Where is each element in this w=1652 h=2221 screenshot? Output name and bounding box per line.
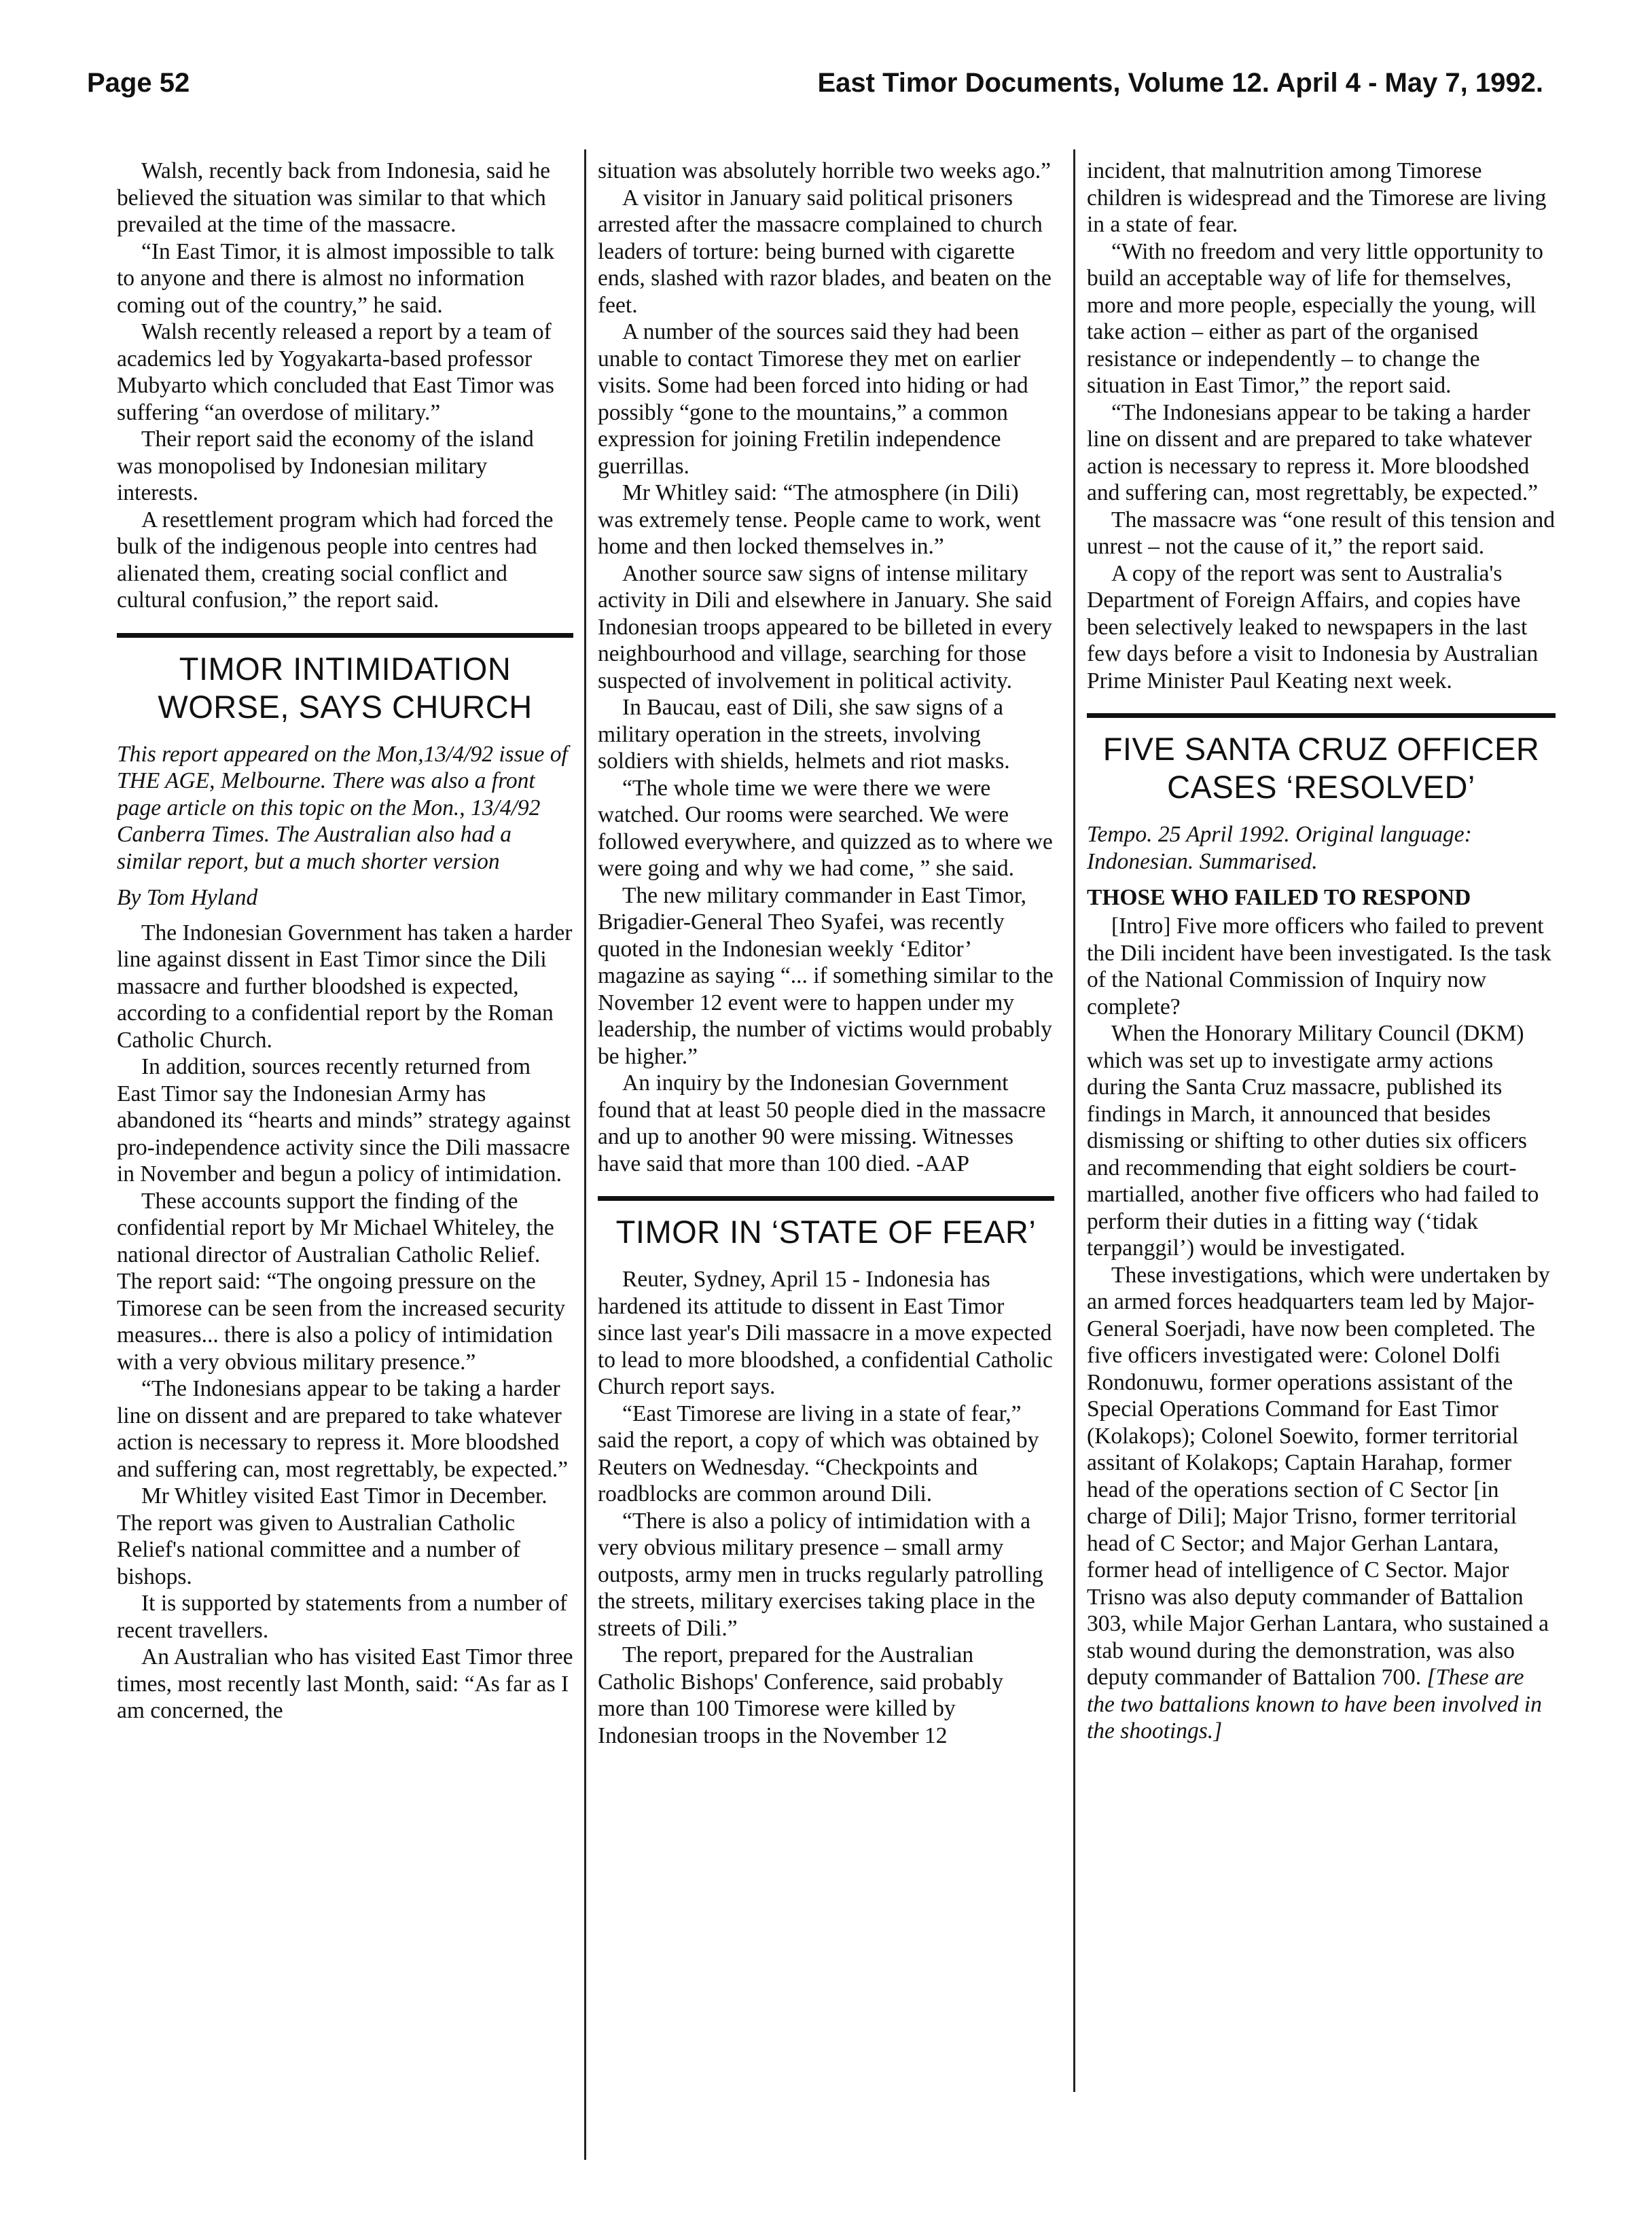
paragraph <box>1087 1262 1556 1745</box>
column-3 <box>1087 158 1556 2139</box>
paragraph: The massacre was “one result of this tension and unrest – not the cause of it,” the report said. <box>1087 507 1556 559</box>
paragraph: When the Honorary Military Council (DKM) which was set up to investigate army actions during the Santa Cruz massacre, published its findings in March, it announced that besides dismissing or shifting to other duties six officers and recommending that eight soldiers be court-martialled, another five officers who had failed to perform their duties in a fitting way (‘tidak terpanggil’) would be investigated. <box>1087 1021 1539 1261</box>
paragraph: An Australian who has visited East Timor three times, most recently last Month, said: “As far as I am concerned, the <box>117 1644 573 1723</box>
paragraph: [Intro] Five more officers who failed to prevent the Dili incident have been investigated. Is the task of the National Commission of Inquiry now complete? <box>1087 914 1551 1019</box>
paragraph: “The Indonesians appear to be taking a harder line on dissent and are prepared to take whatever action is necessary to repress it. More bloodshed and suffering can, most regrettably, be expected.” <box>117 1376 569 1482</box>
paragraph: “The Indonesians appear to be taking a harder line on dissent and are prepared to take whatever action is necessary to repress it. More bloodshed and suffering can, most regrettably, be expected.” <box>1087 399 1539 505</box>
paragraph: A resettlement program which had forced the bulk of the indigenous people into centres had alienated them, creating social conflict and cultural confusion,” the report said. <box>117 507 554 613</box>
paragraph: The Indonesian Government has taken a harder line against dissent in East Timor since the Dili massacre and further bloodshed is expected, according to a confidential report by the Roman Catholic Church. <box>117 920 573 1053</box>
paragraph: It is supported by statements from a number of recent travellers. <box>117 1591 568 1643</box>
paragraph: “The whole time we were there we were watched. Our rooms were searched. We were followed everywhere, and quizzed as to where we were going and why we had come, ” she said. <box>598 775 1053 881</box>
paragraph: In Baucau, east of Dili, she saw signs of a military operation in the streets, involving soldiers with shields, helmets and riot masks. <box>598 695 1010 774</box>
paragraph: Walsh, recently back from Indonesia, said he believed the situation was similar to that which prevailed at the time of the massacre. <box>117 158 550 237</box>
article-separator <box>598 1196 1054 1201</box>
page-number: Page 52 <box>87 68 190 98</box>
article-separator <box>117 633 573 638</box>
paragraph: These accounts support the finding of the confidential report by Mr Michael Whiteley, the national director of Australian Catholic Relief. The report said: “The ongoing pressure on the Timorese can be seen from the increased security measures... there is also a policy of intimidation with a very obvious military presence.” <box>117 1188 566 1375</box>
paragraph: situation was absolutely horrible two weeks ago.” <box>598 158 1052 183</box>
paragraph: Reuter, Sydney, April 15 - Indonesia has hardened its attitude to dissent in East Timor since last year's Dili massacre in a move expected to lead to more bloodshed, a confidential Catholic Church report says. <box>598 1267 1053 1399</box>
paragraph: Mr Whitley said: “The atmosphere (in Dili) was extremely tense. People came to work, went home and then locked themselves in.” <box>598 480 1041 559</box>
paragraph: incident, that malnutrition among Timorese children is widespread and the Timorese are living in a state of fear. <box>1087 158 1547 237</box>
paragraph: Mr Whitley visited East Timor in December. The report was given to Australian Catholic Relief's national committee and a number of bishops. <box>117 1483 547 1589</box>
subheading: THOSE WHO FAILED TO RESPOND <box>1087 885 1471 910</box>
paragraph: “With no freedom and very little opportunity to build an acceptable way of life for themselves, more and more people, especially the young, will take action – either as part of the organised resistance or independently – to change the situation in East Timor,” the report said. <box>1087 238 1543 398</box>
paragraph: A copy of the report was sent to Australia's Department of Foreign Affairs, and copies have been selectively leaked to newspapers in the last few days before a visit to Indonesia by Australian Prime Minister Paul Keating next week. <box>1087 560 1539 693</box>
paragraph: “East Timorese are living in a state of fear,” said the report, a copy of which was obtained by Reuters on Wednesday. “Checkpoints and roadblocks are common around Dili. <box>598 1401 1039 1506</box>
paragraph: The new military commander in East Timor, Brigadier-General Theo Syafei, was recently quoted in the Indonesian weekly ‘Editor’ magazine as saying “... if something similar to the November 12 event were to happen under my leadership, the number of victims would probably be higher.” <box>598 882 1054 1069</box>
column-2 <box>598 158 1054 2139</box>
paragraph: “In East Timor, it is almost impossible to talk to anyone and there is almost no information coming out of the country,” he said. <box>117 238 555 318</box>
editor-note: [These are the two battalions known to have been involved in the shootings.] <box>1087 1665 1542 1744</box>
article-title: TIMOR IN ‘STATE OF FEAR’ <box>615 1214 1037 1250</box>
paragraph: In addition, sources recently returned from East Timor say the Indonesian Army has abandoned its “hearts and minds” strategy against pro-independence activity since the Dili massacre in November and begun a policy of intimidation. <box>117 1054 571 1187</box>
paragraph: A number of the sources said they had been unable to contact Timorese they met on earlier visits. Some had been forced into hiding or had possibly “gone to the mountains,” a common expression for joining Fretilin independence guerrillas. <box>598 319 1028 479</box>
paragraph: Another source saw signs of intense military activity in Dili and elsewhere in January. She said Indonesian troops appeared to be billeted in every neighbourhood and village, searching for those suspected of involvement in political activity. <box>598 560 1052 693</box>
article-intro: This report appeared on the Mon,13/4/92 issue of THE AGE, Melbourne. There was also a front page article on this topic on the Mon., 13/4/92 Canberra Times. The Australian also had a similar report, but a much shorter version <box>117 741 568 874</box>
paragraph: “There is also a policy of intimidation with a very obvious military presence – small army outposts, army men in trucks regularly patrolling the streets, military exercises taking place in the streets of Dili.” <box>598 1508 1043 1641</box>
article-title: FIVE SANTA CRUZ OFFICER CASES ‘RESOLVED’ <box>1102 731 1540 805</box>
article-intro: Tempo. 25 April 1992. Original language: Indonesian. Summarised. <box>1087 822 1472 874</box>
paragraph: An inquiry by the Indonesian Government found that at least 50 people died in the massacre and up to another 90 were missing. Witnesses have said that more than 100 died. -AAP <box>598 1070 1046 1176</box>
column-divider <box>584 149 586 2160</box>
paragraph-text: These investigations, which were undertaken by an armed forces headquarters team led by Major-General Soerjadi, have now been completed. The five officers investigated were: Colonel Dolfi Rondonuwu, former operations assistant of the Special Operations Command for East Timor (Kolakops); Colonel Soewito, former territorial assitant of Kolakops; Captain Harahap, former head of the operations section of C Sector [in charge of Dili]; Major Trisno, former territorial head of C Sector; and Major Gerhan Lantara, former head of intelligence of C Sector. Major Trisno was also deputy commander of Battalion 303, while Major Gerhan Lantara, who sustained a stab wound during the demonstration, was also deputy commander of Battalion 700. <box>1087 1262 1550 1690</box>
paragraph: Walsh recently released a report by a team of academics led by Yogyakarta-based professor Mubyarto which concluded that East Timor was suffering “an overdose of military.” <box>117 319 554 425</box>
byline: By Tom Hyland <box>117 885 258 910</box>
column-divider <box>1073 149 1075 2092</box>
publication-title: East Timor Documents, Volume 12. April 4 - May 7, 1992. <box>817 68 1543 98</box>
article-separator <box>1087 713 1556 718</box>
paragraph: Their report said the economy of the island was monopolised by Indonesian military interests. <box>117 427 534 505</box>
article-title: TIMOR INTIMIDATION WORSE, SAYS CHURCH <box>158 650 533 725</box>
column-1 <box>117 158 573 2139</box>
paragraph: The report, prepared for the Australian Catholic Bishops' Conference, said probably more than 100 Timorese were killed by Indonesian troops in the November 12 <box>598 1642 1003 1748</box>
paragraph: A visitor in January said political prisoners arrested after the massacre complained to church leaders of torture: being burned with cigarette ends, slashed with razor blades, and beaten on the feet. <box>598 185 1052 318</box>
